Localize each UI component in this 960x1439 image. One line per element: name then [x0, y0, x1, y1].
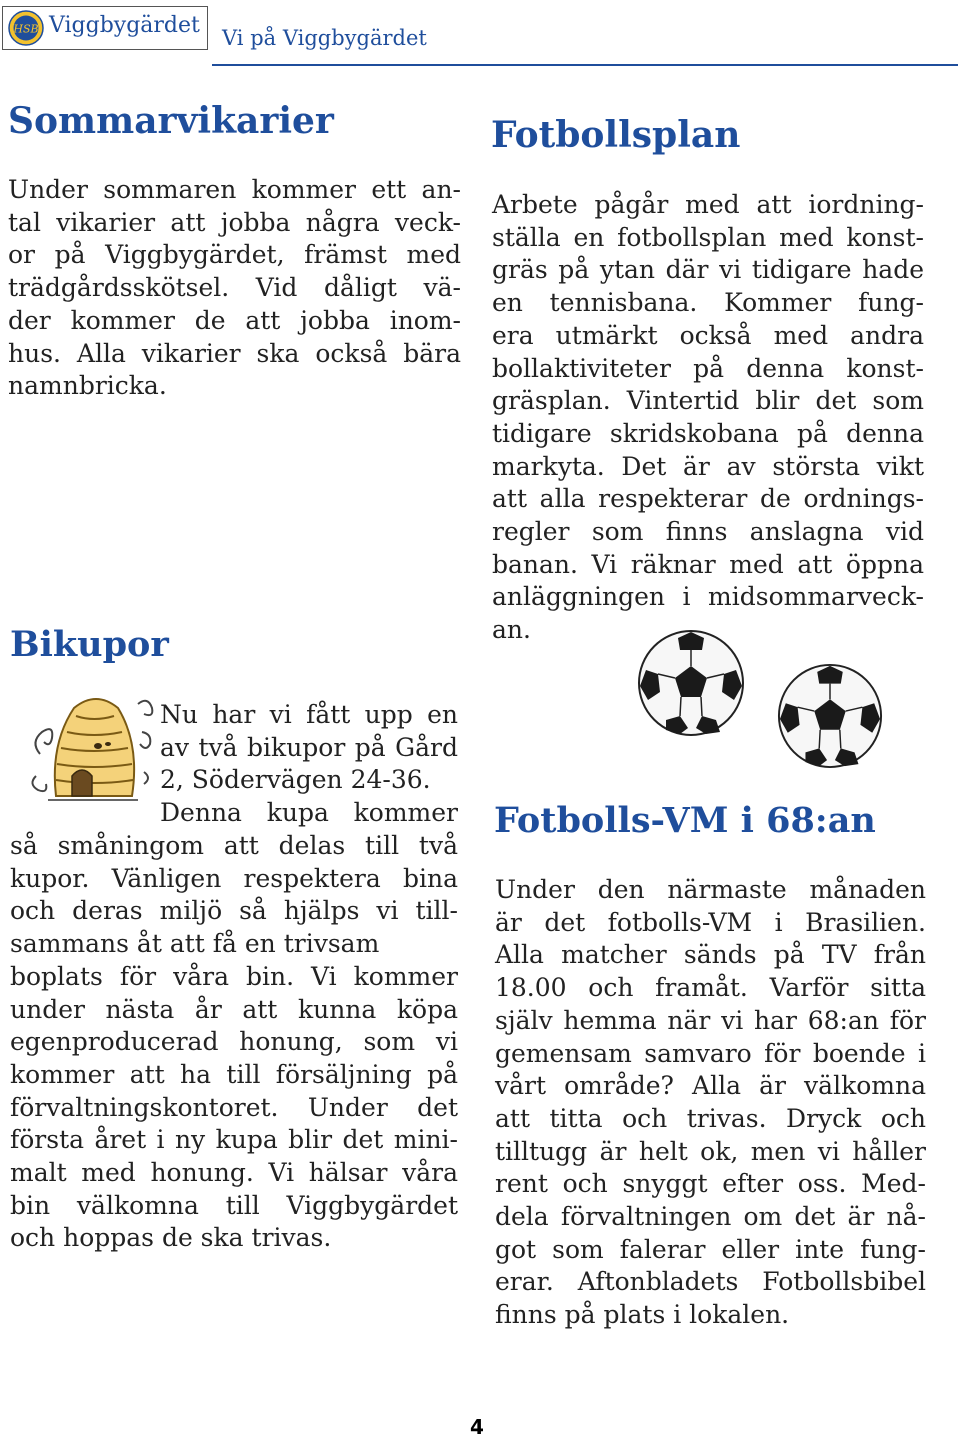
beehive-illustration [26, 684, 156, 806]
text-line: finns på plats i lokalen. [495, 1300, 790, 1330]
text-line: och hoppas de ska trivas. [10, 1223, 332, 1253]
header-rule [212, 64, 958, 66]
text-line: anläggningen i midsommarveck- [492, 582, 924, 612]
text-line: Under sommaren kommer ett an- [8, 175, 461, 204]
text-line: kupor. Vänligen respektera bina [10, 863, 458, 893]
text-line: själv hemma när vi har 68:an för [495, 1005, 926, 1035]
text-line: egenproducerad honung, som vi [10, 1027, 458, 1057]
text-line: Denna kupa kommer [160, 798, 458, 828]
text-line: der kommer de att jobba inom- [8, 305, 461, 335]
text-line: förvaltningskontoret. Under det [10, 1092, 458, 1122]
text-line: regler som finns anslagna vid [492, 517, 924, 547]
text-line: 2, Södervägen 24-36. [160, 765, 431, 795]
text-line: Nu har vi fått upp en [160, 700, 458, 729]
text-line: under nästa år att kunna köpa [10, 994, 458, 1024]
text-line: gräsplan. Vintertid blir det som [492, 386, 924, 416]
text-line: banan. Vi räknar med att öppna [492, 549, 924, 579]
text-line: av två bikupor på Gård [160, 732, 458, 762]
text-line: hus. Alla vikarier ska också bära [8, 338, 461, 368]
brand-name: Viggbygärdet [49, 13, 200, 38]
hsb-logo-icon [8, 10, 44, 46]
bikupor-body-indented [160, 699, 458, 830]
text-line: kommer att ha till försäljning på [10, 1059, 458, 1089]
text-line: bollaktiviteter på denna konst- [492, 353, 924, 383]
fotbollsplan-heading: Fotbollsplan [491, 114, 741, 156]
text-line: boplats för våra bin. Vi kommer [10, 961, 458, 991]
text-line: trädgårdsskötsel. Vid dåligt vä- [8, 273, 461, 303]
sommarvikarier-body [8, 174, 461, 403]
logo-text: HSB [13, 22, 39, 36]
text-line: vårt område? Alla är välkomna [495, 1071, 926, 1101]
text-line: rent och snyggt efter oss. Med- [495, 1169, 926, 1199]
text-line: gemensam samvaro för boende i [495, 1038, 926, 1068]
bikupor-heading: Bikupor [10, 624, 169, 665]
bikupor-body [10, 830, 458, 1255]
text-line: att titta och trivas. Dryck och [495, 1103, 926, 1133]
page-header [0, 0, 960, 70]
text-line: malt med honung. Vi hälsar våra [10, 1158, 458, 1188]
football-illustration [776, 662, 884, 770]
text-line: är det fotbolls-VM i Brasilien. [495, 907, 926, 937]
text-line: Alla matcher sänds på TV från [495, 940, 926, 970]
text-line: och deras miljö så hjälps vi till- [10, 896, 458, 926]
text-line: got som falerar eller inte fung- [495, 1234, 926, 1264]
text-line: första året i ny kupa blir det mini- [10, 1125, 458, 1155]
text-line: 18.00 och framåt. Varför sitta [495, 973, 926, 1003]
text-line: era utmärkt också med andra [492, 320, 924, 350]
text-line: sammans åt att få en trivsam [10, 929, 380, 959]
text-line: Under den närmaste månaden [495, 875, 926, 904]
text-line: bin välkomna till Viggbygärdet [10, 1190, 458, 1220]
text-line: an. [492, 615, 531, 645]
text-line: en tennisbana. Kommer fung- [492, 288, 924, 318]
text-line: tidigare skridskobana på denna [492, 418, 924, 448]
fotbollsplan-body [492, 189, 924, 647]
text-line: gräs på ytan där vi tidigare hade [492, 255, 924, 285]
sommarvikarier-heading: Sommarvikarier [8, 100, 334, 142]
football-illustration [636, 628, 746, 738]
text-line: or på Viggbygärdet, främst med [8, 240, 461, 270]
text-line: tal vikarier att jobba några veck- [8, 207, 461, 237]
brand-box [2, 6, 208, 50]
text-line: ställa en fotbollsplan med konst- [492, 222, 924, 252]
text-line: att alla respekterar de ordnings- [492, 484, 924, 514]
text-line: markyta. Det är av största vikt [492, 451, 924, 481]
fotbolls-vm-heading: Fotbolls-VM i 68:an [494, 800, 876, 841]
fotbolls-vm-body [495, 874, 926, 1332]
text-line: erar. Aftonbladets Fotbollsbibel [495, 1267, 926, 1297]
text-line: så småningom att delas till två [10, 831, 458, 860]
text-line: tilltugg är helt ok, men vi håller [495, 1136, 926, 1166]
text-line: dela förvaltningen om det är nå- [495, 1202, 926, 1232]
section-name: Vi på Viggbygärdet [222, 26, 427, 50]
text-line: Arbete pågår med att iordning- [492, 190, 924, 219]
page-number: 4 [470, 1415, 484, 1439]
text-line: namnbricka. [8, 371, 167, 401]
